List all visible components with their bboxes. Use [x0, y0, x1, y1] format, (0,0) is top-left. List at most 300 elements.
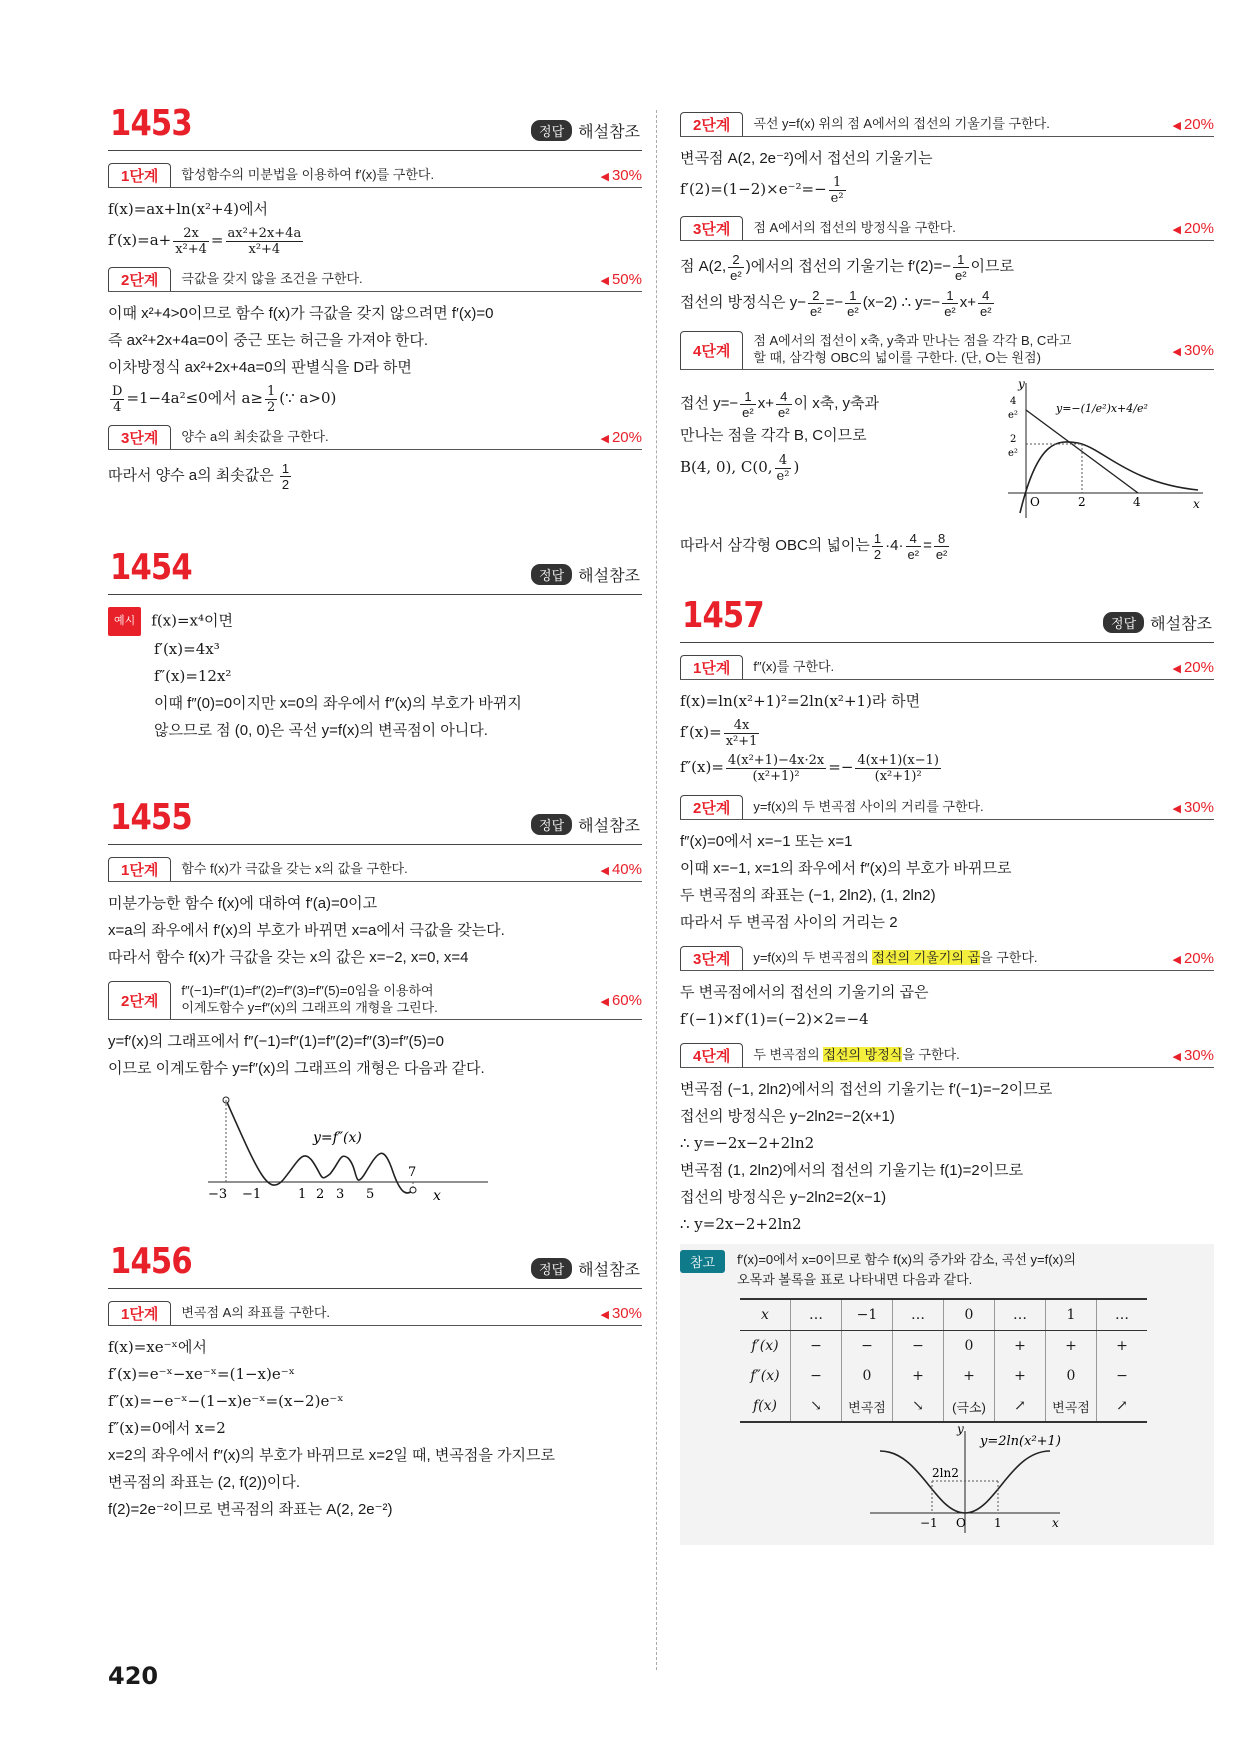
- fraction: [808, 288, 824, 319]
- step-3-header: [680, 216, 1214, 241]
- answer-text: 해설참조: [578, 818, 640, 835]
- solution-line: 이때 x²+4>0이므로 함수 f(x)가 극값을 갖지 않으려면 f′(x)=0: [108, 305, 494, 322]
- table-cell: 0: [842, 1361, 893, 1391]
- step-percent: ◀ 20%: [1134, 659, 1214, 676]
- step-2-header: [680, 795, 1214, 820]
- problem-1457-header: [680, 592, 1214, 643]
- log-curve-graph: [680, 1423, 1214, 1541]
- answer-text: 해설참조: [1150, 616, 1212, 633]
- step-4-header: [680, 1043, 1214, 1068]
- table-cell: 0: [944, 1331, 995, 1362]
- table-cell: ↘: [791, 1391, 842, 1422]
- step-label: 1단계: [108, 163, 171, 187]
- reference-line: f′(x)=0에서 x=0이므로 함수 f(x)의 증가와 감소, 곡선 y=f(x)의: [737, 1252, 1076, 1267]
- denominator: 2: [281, 476, 290, 492]
- origin-label: O: [956, 1516, 966, 1530]
- step-description-line: 이계도함수 y=f″(x)의 그래프의 개형을 그린다.: [181, 1000, 438, 1015]
- step-description: 합성함수의 미분법을 이용하여 f′(x)를 구한다.: [181, 166, 435, 182]
- reference-box: [680, 1244, 1214, 1545]
- denominator: x²+1: [725, 733, 758, 749]
- step-label: 4단계: [680, 331, 743, 369]
- axis-label-y: y: [1018, 378, 1025, 391]
- step-1-header: [108, 163, 642, 188]
- solution-line: [108, 381, 642, 415]
- solution-line: [680, 386, 879, 422]
- table-cell: 1: [1046, 1299, 1097, 1331]
- solution-line: f(x)=ln(x²+1)²=2ln(x²+1)라 하면: [680, 692, 921, 710]
- answer-reference: [1103, 611, 1212, 634]
- step-2-header: [680, 112, 1214, 137]
- denominator: (x²+1)²: [874, 768, 922, 784]
- fraction: [740, 389, 756, 420]
- answer-badge: 정답: [531, 1258, 572, 1279]
- column-divider: [656, 110, 657, 1670]
- spacer: [680, 564, 1214, 592]
- origin-label: O: [1030, 495, 1040, 509]
- answer-badge: 정답: [1103, 612, 1144, 633]
- expr-part: 접선의 방정식은 y−: [680, 294, 807, 311]
- step-description: [171, 983, 562, 1017]
- solution-line: f(x)=ax+ln(x²+4)에서: [108, 200, 268, 218]
- tick-label: 2: [1078, 495, 1086, 509]
- answer-badge: 정답: [531, 120, 572, 141]
- problem-1454-header: [108, 544, 642, 595]
- solution-line: f′(x)=e⁻ˣ−xe⁻ˣ=(1−x)e⁻ˣ: [108, 1365, 296, 1383]
- expr-part: f′(x)=: [680, 723, 722, 741]
- table-row: [740, 1299, 1147, 1331]
- solution-line: [680, 285, 1214, 321]
- solution-line: f″(x)=0에서 x=−1 또는 x=1: [680, 833, 853, 850]
- denominator: e²: [742, 404, 754, 420]
- tick-label: −1: [920, 1516, 938, 1530]
- problem-number: 1454: [110, 547, 192, 588]
- fraction: [728, 252, 744, 283]
- denominator: e²: [980, 303, 992, 319]
- step-description: 양수 a의 최솟값을 구한다.: [181, 428, 329, 444]
- numerator: 2: [728, 252, 744, 268]
- step-description: 점 A에서의 접선의 방정식을 구한다.: [753, 219, 956, 235]
- numerator: 1: [942, 288, 958, 304]
- step-label: 1단계: [680, 655, 743, 679]
- problem-1456-header: [108, 1238, 642, 1289]
- table-cell: f″(x): [750, 1368, 780, 1384]
- step-percent: ◀ 50%: [562, 271, 642, 288]
- answer-text: 해설참조: [578, 1262, 640, 1279]
- solution-line: [108, 607, 642, 636]
- expr-part: (x−2) ∴ y=−: [862, 294, 941, 311]
- spacer: [108, 494, 642, 544]
- tick-label: 4: [1133, 495, 1141, 509]
- fraction: [829, 175, 846, 206]
- table-cell: f′(x): [751, 1338, 779, 1354]
- tick-label: e²: [1008, 410, 1018, 421]
- table-cell: −: [842, 1331, 893, 1362]
- step-4-header: [680, 331, 1214, 370]
- fraction: [934, 531, 950, 562]
- step-description: [743, 950, 1134, 967]
- solution-line: [680, 749, 1214, 785]
- table-cell: 0: [944, 1299, 995, 1331]
- tick-label: 7: [408, 1165, 417, 1180]
- step-label: 3단계: [680, 946, 743, 970]
- solution-line: 즉 ax²+2x+4a=0이 중근 또는 허근을 가져야 한다.: [108, 332, 429, 349]
- solution-line: 변곡점 (−1, 2ln2)에서의 접선의 기울기는 f′(−1)=−2이므로: [680, 1081, 1053, 1098]
- spacer: [108, 1212, 642, 1238]
- step-label: 2단계: [108, 981, 171, 1019]
- answer-reference: [531, 563, 640, 586]
- axis-label-x: x: [1052, 1516, 1059, 1530]
- step-percent: ◀ 60%: [562, 992, 642, 1009]
- reference-text: [737, 1250, 1076, 1290]
- numerator: 4x: [724, 718, 760, 734]
- desc-part: y=f(x)의 두 변곡점의: [753, 949, 873, 965]
- table-cell: (극소): [944, 1391, 995, 1422]
- numerator: 4(x²+1)−4x·2x: [727, 752, 825, 768]
- step-description: f″(x)를 구한다.: [753, 658, 835, 674]
- answer-text: 해설참조: [578, 124, 640, 141]
- answer-badge: 정답: [531, 814, 572, 835]
- tick-label: 3: [336, 1187, 345, 1202]
- denominator: 2: [873, 546, 882, 562]
- problem-number: 1453: [110, 103, 192, 144]
- denominator: e²: [944, 303, 956, 319]
- problem-number: 1455: [110, 797, 192, 838]
- solution-line: 만나는 점을 각각 B, C이므로: [680, 427, 867, 444]
- denominator: e²: [810, 303, 822, 319]
- tick-label: 2: [316, 1187, 325, 1202]
- step-label: 3단계: [680, 216, 743, 240]
- numerator: ax²+2x+4a: [227, 225, 302, 241]
- solution-line: 이차방정식 ax²+2x+4a=0의 판별식을 D라 하면: [108, 359, 412, 376]
- solution-line: [680, 715, 1214, 749]
- step-description: y=f(x)의 두 변곡점 사이의 거리를 구한다.: [753, 798, 984, 814]
- denominator: e²: [907, 546, 920, 562]
- step-percent: ◀ 30%: [562, 167, 642, 184]
- solution-line: 이므로 이계도함수 y=f″(x)의 그래프의 개형은 다음과 같다.: [108, 1060, 485, 1077]
- fraction: [775, 453, 792, 484]
- solution-line: f″(x)=0에서 x=2: [108, 1419, 226, 1437]
- answer-text: 해설참조: [578, 568, 640, 585]
- step-1-header: [108, 1301, 642, 1326]
- solution-line: 접선의 방정식은 y−2ln2=−2(x+1): [680, 1108, 895, 1125]
- fraction: [855, 753, 941, 784]
- table-cell: +: [944, 1361, 995, 1391]
- fraction: [265, 384, 277, 415]
- table-cell: 변곡점: [1046, 1391, 1097, 1422]
- step-1-header: [108, 857, 642, 882]
- step-percent: ◀ 20%: [1134, 116, 1214, 133]
- sign-table: [740, 1298, 1147, 1423]
- fraction: [724, 718, 760, 749]
- expr-part: ·4·: [885, 537, 904, 554]
- right-column: [680, 112, 1214, 1545]
- denominator: x²+4: [248, 241, 281, 257]
- step-percent: ◀ 30%: [1134, 342, 1214, 359]
- reference-badge: 참고: [680, 1250, 725, 1273]
- solution-line: [108, 223, 642, 257]
- table-cell: f(x): [740, 1391, 791, 1422]
- problem-number: 1457: [682, 595, 764, 636]
- numerator: 4(x+1)(x−1): [857, 752, 939, 768]
- expr-part: x+: [757, 395, 774, 412]
- step-description: 극값을 갖지 않을 조건을 구한다.: [181, 270, 363, 286]
- step-percent: ◀ 30%: [1134, 1047, 1214, 1064]
- solution-line: 변곡점 A(2, 2e⁻²)에서 접선의 기울기는: [680, 150, 933, 167]
- numerator: 1: [845, 288, 861, 304]
- solution-line: 않으므로 점 (0, 0)은 곡선 y=f(x)의 변곡점이 아니다.: [154, 722, 488, 739]
- denominator: e²: [935, 546, 948, 562]
- line-label: y=−(1/e²)x+4/e²: [1056, 402, 1148, 415]
- denominator: e²: [830, 190, 844, 206]
- desc-part: 을 구한다.: [980, 949, 1038, 965]
- expr-part: x+: [959, 294, 977, 311]
- expr-part: =: [210, 231, 224, 249]
- numerator: 1: [873, 530, 882, 546]
- expr-part: B(4, 0), C(0,: [680, 458, 773, 476]
- axis-label-x: x: [1193, 497, 1200, 511]
- solution-line: 변곡점 (1, 2ln2)에서의 접선의 기울기는 f(1)=2이므로: [680, 1162, 1024, 1179]
- expr-part: f′(x)=a+: [108, 231, 172, 249]
- area-section: [680, 378, 1214, 528]
- table-cell: +: [995, 1361, 1046, 1391]
- solution-line: 이때 f″(0)=0이지만 x=0의 좌우에서 f″(x)의 부호가 바뀌지: [154, 695, 522, 712]
- step-description: 곡선 y=f(x) 위의 점 A에서의 접선의 기울기를 구한다.: [753, 115, 1050, 131]
- solution-line: x=a의 좌우에서 f′(x)의 부호가 바뀌면 x=a에서 극값을 갖는다.: [108, 922, 505, 939]
- second-derivative-graph: [108, 1082, 642, 1212]
- table-cell: −: [893, 1331, 944, 1362]
- step-3-header: [108, 425, 642, 450]
- table-cell: +: [1046, 1331, 1097, 1362]
- fraction: [978, 288, 994, 319]
- problem-number: 1456: [110, 1241, 192, 1282]
- table-cell: x: [740, 1299, 791, 1331]
- table-row: [740, 1361, 1147, 1391]
- denominator: (x²+1)²: [752, 768, 800, 784]
- denominator: 4: [113, 399, 122, 415]
- solution-line: 미분가능한 함수 f(x)에 대하여 f′(a)=0이고: [108, 895, 378, 912]
- solution-line: f(2)=2e⁻²이므로 변곡점의 좌표는 A(2, 2e⁻²): [108, 1501, 393, 1518]
- fraction: [942, 288, 958, 319]
- expr-part: =−: [825, 294, 844, 311]
- step-label: 3단계: [108, 425, 171, 449]
- expr-part: 따라서 양수 a의 최솟값은: [108, 467, 274, 484]
- fraction: [110, 384, 124, 415]
- expr-part: =1−4a²≤0에서 a≥: [126, 389, 263, 407]
- step-description: [743, 333, 1134, 367]
- table-row: [740, 1391, 1147, 1422]
- step-label: 2단계: [680, 112, 743, 136]
- solution-line: f″(x)=12x²: [154, 667, 232, 685]
- expr-part: 이므로: [970, 258, 1015, 275]
- table-cell: −1: [842, 1299, 893, 1331]
- expr-part: 따라서 삼각형 OBC의 넓이는: [680, 537, 870, 554]
- curve-xe-x: [1020, 442, 1198, 513]
- solution-line: [680, 249, 1214, 285]
- fraction: [173, 226, 209, 257]
- desc-part: 두 변곡점의: [753, 1046, 824, 1062]
- expr-part: (∵ a>0): [279, 389, 337, 407]
- numerator: 4: [776, 389, 792, 405]
- level-label: 2ln2: [932, 1466, 959, 1480]
- tick-label: 1: [994, 1516, 1002, 1530]
- highlighted-text: 접선의 방정식: [823, 1046, 903, 1062]
- fraction: [906, 531, 922, 562]
- solution-line: f″(x)=−e⁻ˣ−(1−x)e⁻ˣ=(x−2)e⁻ˣ: [108, 1392, 344, 1410]
- expr-part: =−: [828, 758, 854, 776]
- answer-badge: 정답: [531, 564, 572, 585]
- numerator: 1: [740, 389, 756, 405]
- table-cell: …: [893, 1299, 944, 1331]
- table-cell: +: [995, 1331, 1046, 1362]
- tick-label: 4: [1010, 396, 1017, 407]
- denominator: e²: [730, 267, 742, 283]
- expr-part: f″(x)=: [680, 758, 724, 776]
- step-label: 2단계: [108, 267, 171, 291]
- table-cell: −: [1097, 1361, 1148, 1391]
- numerator: D: [112, 383, 123, 399]
- denominator: 2: [267, 399, 276, 415]
- step-2-header: [108, 267, 642, 292]
- reference-line: 오목과 볼록을 표로 나타내면 다음과 같다.: [737, 1272, 973, 1287]
- solution-line: ∴ y=−2x−2+2ln2: [680, 1134, 815, 1152]
- solution-line: [680, 449, 879, 485]
- tick-label: 5: [366, 1187, 375, 1202]
- table-cell: 변곡점: [842, 1391, 893, 1422]
- table-cell: −: [791, 1331, 842, 1362]
- tick-label: e²: [1008, 448, 1018, 459]
- numerator: 2: [808, 288, 824, 304]
- desc-part: 을 구한다.: [902, 1046, 960, 1062]
- step-label: 1단계: [108, 1301, 171, 1325]
- fraction: [726, 753, 826, 784]
- step-percent: ◀ 30%: [562, 1305, 642, 1322]
- solution-line: [108, 458, 642, 494]
- expr-part: f′(2)=(1−2)×e⁻²=−: [680, 180, 827, 198]
- solution-line: f(x)=xe⁻ˣ에서: [108, 1338, 207, 1356]
- fraction: [953, 252, 969, 283]
- step-percent: ◀ 20%: [562, 429, 642, 446]
- expr-part: )에서의 접선의 기울기는 f′(2)=−: [745, 258, 951, 275]
- numerator: 4: [775, 453, 792, 469]
- step-3-header: [680, 946, 1214, 971]
- solution-line: [680, 172, 1214, 206]
- axis-label-x: x: [433, 1188, 441, 1204]
- table-cell: ↗: [995, 1391, 1046, 1422]
- numerator: 4: [906, 531, 922, 547]
- table-cell: …: [791, 1299, 842, 1331]
- answer-reference: [531, 813, 640, 836]
- denominator: x²+4: [175, 241, 207, 257]
- solution-line: [680, 528, 1214, 564]
- solution-line: x=2의 좌우에서 f″(x)의 부호가 바뀌므로 x=2일 때, 변곡점을 가지므로: [108, 1447, 555, 1464]
- step-description: [743, 1047, 1134, 1064]
- tick-label: 1: [298, 1187, 307, 1202]
- left-column: [108, 100, 642, 1523]
- solution-line: 따라서 두 변곡점 사이의 거리는 2: [680, 914, 898, 931]
- solution-line: 이때 x=−1, x=1의 좌우에서 f″(x)의 부호가 바뀌므로: [680, 860, 1012, 877]
- solution-line: 접선의 방정식은 y−2ln2=2(x−1): [680, 1189, 887, 1206]
- table-cell: ↘: [893, 1391, 944, 1422]
- step-description: 함수 f(x)가 극값을 갖는 x의 값을 구한다.: [181, 860, 408, 876]
- axis-label-y: y: [957, 1423, 964, 1436]
- step-label: 2단계: [680, 795, 743, 819]
- numerator: 1: [829, 175, 846, 191]
- curve-f-double-prime: [226, 1100, 413, 1193]
- step-percent: ◀ 30%: [1134, 799, 1214, 816]
- fraction: [280, 461, 291, 492]
- fraction: [776, 389, 792, 420]
- denominator: e²: [776, 468, 790, 484]
- step-1-header: [680, 655, 1214, 680]
- problem-1455-header: [108, 794, 642, 845]
- numerator: 1: [267, 383, 276, 399]
- table-cell: 0: [1046, 1361, 1097, 1391]
- step-percent: ◀ 20%: [1134, 950, 1214, 967]
- table-cell: …: [995, 1299, 1046, 1331]
- solution-line: 두 변곡점의 좌표는 (−1, 2ln2), (1, 2ln2): [680, 887, 936, 904]
- example-badge: 예시: [108, 607, 141, 636]
- problem-1453-header: [108, 100, 642, 151]
- denominator: e²: [778, 404, 790, 420]
- fraction: [872, 531, 883, 562]
- solution-line: y=f′(x)의 그래프에서 f″(−1)=f″(1)=f″(2)=f″(3)=f″(5)=0: [108, 1033, 444, 1050]
- curve-label: y=2ln(x²+1): [980, 1434, 1061, 1449]
- table-cell: …: [1097, 1299, 1148, 1331]
- answer-reference: [531, 1257, 640, 1280]
- step-description: 변곡점 A의 좌표를 구한다.: [181, 1304, 331, 1320]
- numerator: 1: [953, 252, 969, 268]
- tick-label: −1: [242, 1187, 262, 1202]
- expr-part: 접선 y=−: [680, 395, 739, 412]
- solution-line: 따라서 함수 f(x)가 극값을 갖는 x의 값은 x=−2, x=0, x=4: [108, 949, 469, 966]
- expr-part: f(x)=x⁴이면: [151, 611, 234, 630]
- highlighted-text: 접선의 기울기의 곱: [872, 949, 981, 965]
- step-percent: ◀ 20%: [1134, 220, 1214, 237]
- step-description-line: 할 때, 삼각형 OBC의 넓이를 구한다. (단, O는 원점): [753, 350, 1041, 365]
- page-number: 420: [108, 1662, 159, 1690]
- step-2-header: [108, 981, 642, 1020]
- tick-label: −3: [208, 1187, 228, 1202]
- solution-line: f′(x)=4x³: [154, 640, 220, 658]
- denominator: e²: [847, 303, 859, 319]
- table-cell: −: [791, 1361, 842, 1391]
- table-cell: ↗: [1097, 1391, 1148, 1422]
- step-percent: ◀ 40%: [562, 861, 642, 878]
- area-text: [680, 386, 879, 485]
- expr-part: =: [923, 537, 932, 554]
- tangent-line-graph: [998, 378, 1208, 528]
- table-cell: +: [1097, 1331, 1148, 1362]
- denominator: e²: [954, 267, 967, 283]
- step-label: 4단계: [680, 1043, 743, 1067]
- solution-line: 두 변곡점에서의 접선의 기울기의 곱은: [680, 984, 929, 1001]
- step-description-line: f″(−1)=f″(1)=f″(2)=f″(3)=f″(5)=0임을 이용하여: [181, 983, 434, 999]
- solution-line: f′(−1)×f′(1)=(−2)×2=−4: [680, 1010, 869, 1028]
- fraction: [845, 288, 861, 319]
- answer-reference: [531, 119, 640, 142]
- table-cell: +: [893, 1361, 944, 1391]
- table-row: [740, 1331, 1147, 1362]
- numerator: 8: [934, 531, 950, 547]
- curve-label: y=f″(x): [313, 1130, 362, 1146]
- expr-part: 이 x축, y축과: [793, 395, 880, 412]
- step-description-line: 점 A에서의 접선이 x축, y축과 만나는 점을 각각 B, C라고: [753, 333, 1072, 349]
- step-label: 1단계: [108, 857, 171, 881]
- tick-label: 2: [1010, 434, 1017, 445]
- spacer: [108, 744, 642, 794]
- numerator: 4: [978, 288, 994, 304]
- expr-part: 점 A(2,: [680, 258, 727, 275]
